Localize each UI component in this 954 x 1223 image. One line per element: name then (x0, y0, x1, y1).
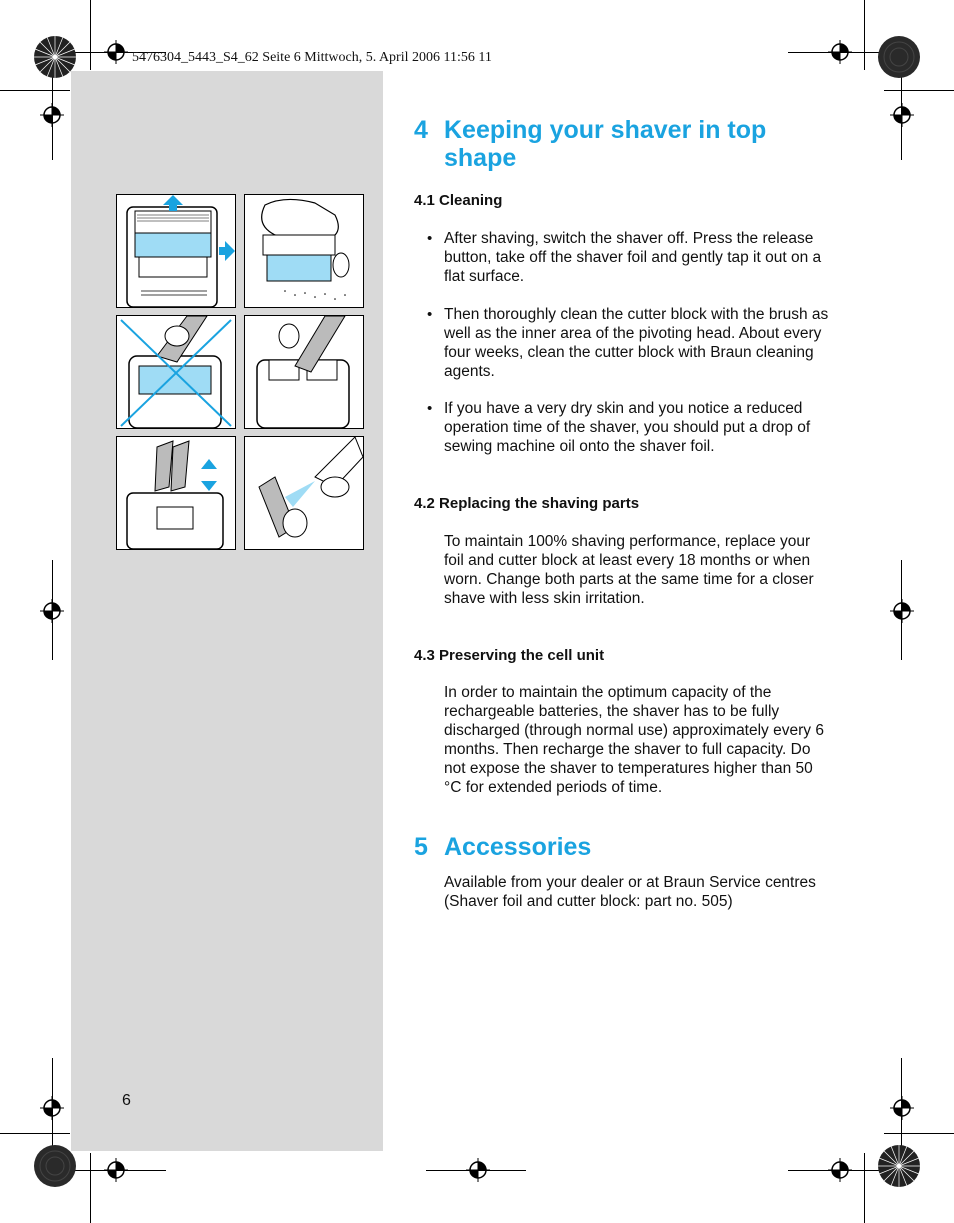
crop-line (0, 90, 70, 91)
figure-release-foil (116, 194, 236, 308)
crop-line (884, 1133, 954, 1134)
registration-mark-icon (890, 599, 914, 623)
crop-line (90, 1153, 91, 1223)
crop-line (66, 1170, 166, 1171)
section-5-number: 5 (414, 833, 428, 861)
crop-line (90, 0, 91, 70)
crop-line (788, 1170, 888, 1171)
section-4-number: 4 (414, 116, 428, 144)
registration-mark-icon (890, 103, 914, 127)
star-target-icon (33, 1144, 77, 1188)
figure-brush-cutter (244, 315, 364, 429)
crop-line (864, 0, 865, 70)
page-number: 6 (122, 1092, 131, 1109)
crop-line (788, 52, 888, 53)
replacing-parts-text: To maintain 100% shaving performance, replace your foil and cutter block at least every 18 months or when worn. Change both parts at the same time for a closer shave with less skin irritation. (444, 533, 814, 607)
crop-line (0, 1133, 70, 1134)
bullet-dot: • (427, 400, 433, 417)
figure-tap-out-foil (244, 194, 364, 308)
crop-line (426, 1170, 526, 1171)
crop-line (864, 1153, 865, 1223)
crop-line (884, 90, 954, 91)
star-target-icon (877, 35, 921, 79)
crop-line (901, 560, 902, 660)
crop-line (901, 1058, 902, 1158)
star-target-icon (877, 1144, 921, 1188)
section-5-title: Accessories (444, 833, 592, 861)
bullet-dot: • (427, 306, 433, 323)
registration-mark-icon (890, 1096, 914, 1120)
cell-unit-text: In order to maintain the optimum capacity of the rechargeable batteries, the shaver has to be fully discharged (through normal use) approximately every 6 months. Then recharge the shaver to full capacity. Do not expose the shaver to temperatures higher than 50 °C for extended periods of time. (444, 684, 824, 796)
crop-line (52, 1058, 53, 1158)
subsection-4-3-heading: 4.3 Preserving the cell unit (414, 647, 605, 664)
bullet-dot: • (427, 230, 433, 247)
figure-brush-wrong (116, 315, 236, 429)
figure-oil-foil (244, 436, 364, 550)
accessories-text: Available from your dealer or at Braun Service centres (Shaver foil and cutter block: part no. 505) (444, 874, 816, 910)
figure-replace-parts (116, 436, 236, 550)
star-target-icon (33, 35, 77, 79)
cleaning-bullet-3: If you have a very dry skin and you notice a reduced operation time of the shaver, you should put a drop of sewing machine oil onto the shaver foil. (444, 400, 811, 455)
subsection-4-1-heading: 4.1 Cleaning (414, 192, 503, 209)
section-4-title: Keeping your shaver in top shape (444, 116, 767, 172)
print-slug: 5476304_5443_S4_62 Seite 6 Mittwoch, 5. April 2006 11:56 11 (132, 50, 492, 65)
cleaning-bullet-1: After shaving, switch the shaver off. Press the release button, take off the shaver foil and gently tap it out on a flat surface. (444, 230, 822, 285)
cleaning-bullet-2: Then thoroughly clean the cutter block with the brush as well as the inner area of the pivoting head. About every four weeks, clean the cutter block with Braun cleaning agents. (444, 306, 829, 380)
subsection-4-2-heading: 4.2 Replacing the shaving parts (414, 495, 640, 512)
crop-line (52, 560, 53, 660)
